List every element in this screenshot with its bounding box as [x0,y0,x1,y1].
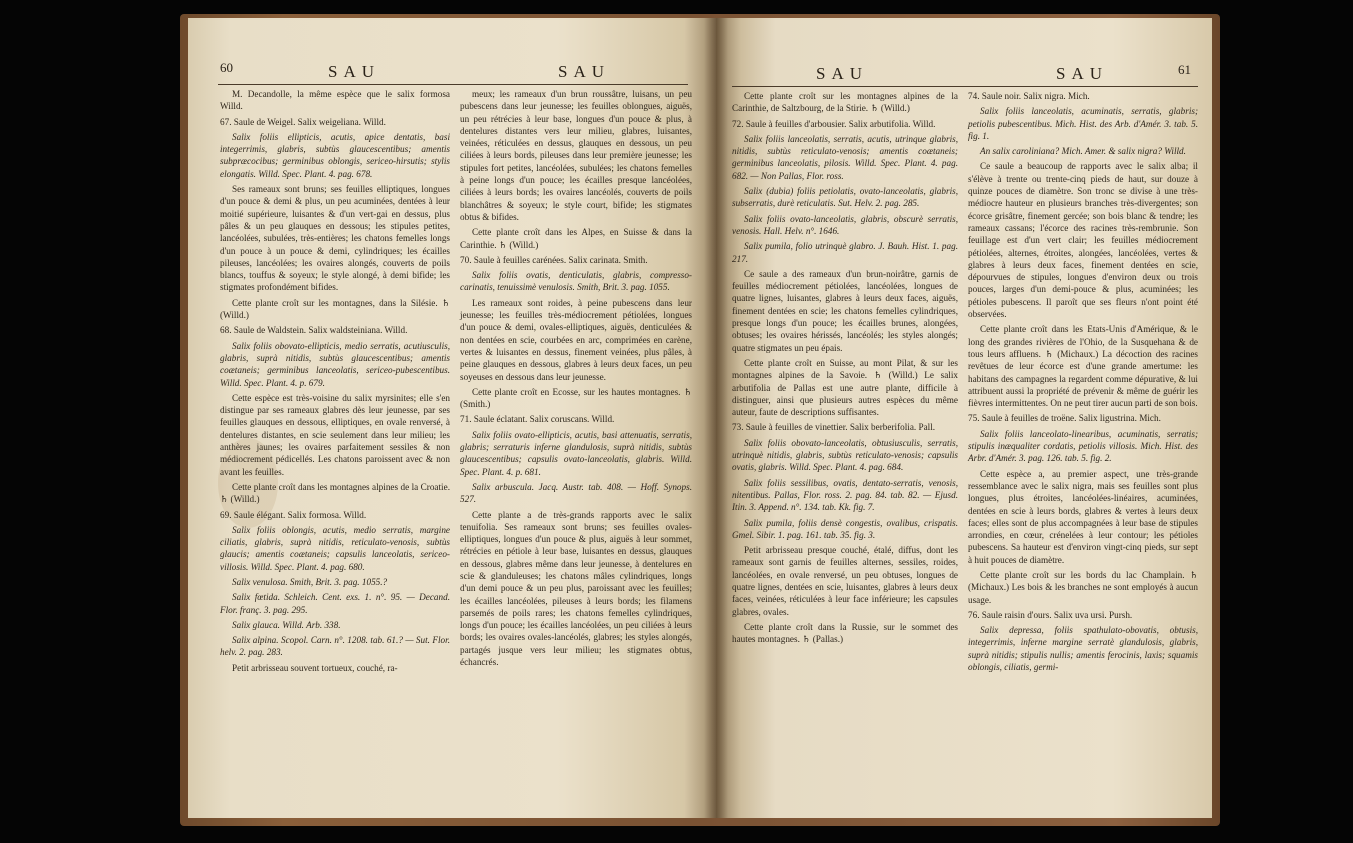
paragraph: Salix foliis obovato-ellipticis, medio serratis, acutiusculis, glabris, suprà nitidis, subtùs glaucescentibus; amentis coætaneis; germinibus lanceolatis, sericeo-pubescentibus. Willd. Spec. Plant. 4. p. 679. [220,340,450,388]
paragraph: Salix pumila, folio utrinquè glabro. J. Bauh. Hist. 1. pag. 217. [732,241,958,264]
paragraph: Petit arbrisseau souvent tortueux, couché, ra- [232,662,398,673]
right-page-number: 61 [1178,62,1191,77]
paragraph: meux; les rameaux d'un brun roussâtre, luisans, un peu pubescens dans leur jeunesse; les feuilles oblongues, aiguës, un peu rétrécies à leur base, longues d'un pouce & plus, à dentelures distantes vers leur milieu, glabres, luisantes, veinées, réticulées en dessus, glauques en dessous, un peu ciliées à leurs bords, pileuses dans leur première jeunesse; les stipules fort petites, lancéolées, subulées; les chatons femelles à peine longs d'un pouce; les écailles presque lancéolées, ciliées à leurs bords; les ovaires lancéolés, couverts de poils blanchâtres & soyeux; le style court, bifide; les stigmates obtus & bifides. [460,89,692,222]
paragraph: Salix alpina. Scopol. Carn. n°. 1208. tab. 61.? — Sut. Flor. helv. 2. pag. 283. [220,635,450,658]
paragraph: Salix foliis obovato-lanceolatis, obtusiusculis, serratis, utrinquè nitidis, glabris, subtùs reticulato-venosis; capsulis ovatis, glabris. Willd. Spec. Plant. 4. pag. 684. [732,437,958,473]
paragraph: Salix pumila, foliis densè congestis, ovalibus, crispatis. Gmel. Sibir. 1. pag. 161. tab. 35. fig. 3. [732,517,958,540]
paragraph: Petit arbrisseau presque couché, étalé, diffus, dont les rameaux sont garnis de feuilles alternes, sessiles, roides, lancéolées, en ovale renversé, un peu obtuses, longues de quatre lignes, dentées en scie, luisantes, glabres à leurs deux faces, veinées, réticulées à leur face inférieure; les capsules glabres, ovales. [732,545,958,617]
paragraph: An salix caroliniana? Mich. Amer. & salix nigra? Willd. [980,146,1186,157]
paragraph: M. Decandolle, la même espèce que le salix formosa Willd. [220,89,450,112]
paragraph: Cette espèce est très-voisine du salix myrsinites; elle s'en distingue par ses rameaux glabres dès leur jeunesse, par ses feuilles glauques en dessous, elliptiques, en ovale renversé, à dentelures distantes, en scie seulement dans leur milieu; les anthères jaunes; les ovaires parfaitement sessiles & non médiocrement pédicellés. Les chatons paroissent avec & non avant les feuilles. [220,392,450,477]
paragraph: 71. Saule éclatant. Salix coruscans. Willd. [460,414,615,425]
book-gutter [704,18,728,818]
paragraph: Salix foliis ovatis, denticulatis, glabris, compresso-carinatis, tenuissimè venulosis. Smith, Brit. 3. pag. 1055. [460,270,692,293]
left-column-1 [220,88,450,677]
paragraph: 68. Saule de Waldstein. Salix waldsteiniana. Willd. [220,325,408,336]
paragraph: Salix foliis ovato-ellipticis, acutis, basi attenuatis, serratis, glabris; serraturis inferne glandulosis, suprà nitidis, subtùs glaucescentibus; capsulis ovato-lanceolatis, glabris. Willd. Spec. Plant. 4. p. 681. [460,429,692,477]
paragraph: Salix foliis sessilibus, ovatis, dentato-serratis, venosis, nitentibus. Pallas, Flor. ross. 2. pag. 84. tab. 82. — Ejusd. Itin. 3. Append. n°. 134. tab. Kk. fig. 7. [732,477,958,513]
left-running-head: SAU [328,62,381,81]
left-page [188,18,716,818]
left-running-head-2: SAU [558,62,611,81]
right-column-1 [732,90,958,648]
paragraph: Cette plante croît sur les montagnes alpines de la Carinthie, de Saltzbourg, de la Stirie. ♄ (Willd.) [732,91,958,114]
paragraph: Cette plante croît dans les montagnes alpines de la Croatie. ♄ (Willd.) [220,481,450,505]
paragraph: 70. Saule à feuilles carénées. Salix carinata. Smith. [460,254,648,265]
paragraph: Salix foliis oblongis, acutis, medio serratis, margine ciliatis, glabris, suprà nitidis, reticulato-venosis, subtùs glaucis; amentis coætaneis; capsulis lanceolatis, sericeo-villosis. Willd. Spec. Plant. 4. pag. 680. [220,524,450,572]
paragraph: Salix foliis lanceolato-linearibus, acuminatis, serratis; stipulis inæqualiter cordatis, petiolis villosis. Mich. Hist. des Arbr. d'Amér. 3. pag. 126. tab. 5. fig. 2. [968,428,1198,464]
paragraph: Cette plante croît dans les Etats-Unis d'Amérique, & le long des grandes rivières de l'Ohio, de la Susquehana & de tous leurs affluens. ♄ (Michaux.) La décoction des racines revêtues de leur écorce est d'une grande amertume: les habitans des campagnes la regardent comme dépurative, & lui attribuent aussi la propriété de prévenir & même de guérir les fièvres intermittentes. On ne peut tirer aucun parti de son bois. [968,324,1198,409]
header-rule [732,86,1198,87]
paragraph: Cette plante a de très-grands rapports avec le salix tenuifolia. Ses rameaux sont bruns; ses feuilles ovales-elliptiques, longues d'un pouce & plus, aiguës à leur sommet, rétrécies en pétiole à leur base, luisantes en dessus, glauques en dessous, glabres même dans leur jeunesse, à dentelures en scie & glanduleuses; les chatons mâles cylindriques, longs d'un demi pouce & un peu plus, paroissant avec les feuilles; les écailles lancéolées, pileuses à leurs bords; les filamens parsemés de poils rares; les chatons femelles cylindriques, longs d'un pouce; les écailles lancéolées, un peu ciliées à leurs bords; les ovaires ovales-lancéolés, glabres; les styles alongés, partagés jusque vers leur milieu; les stigmates obtus, échancrés. [460,509,692,668]
left-column-2 [460,88,692,671]
paragraph: Salix arbuscula. Jacq. Austr. tab. 408. — Hoff. Synops. 527. [460,481,692,505]
paragraph: Cette plante croît dans la Russie, sur le sommet des hautes montagnes. ♄ (Pallas.) [732,621,958,645]
paragraph: Ses rameaux sont bruns; ses feuilles elliptiques, longues d'un pouce & demi & plus, un peu acuminées, dentées à leur moitié supérieure, luisantes & d'un vert-gai en dessus, plus pâles & un peu glauques en dessous; les stipules petites, lancéolées, subulées, très-entières; les chatons femelles longs d'un pouce à un pouce & demi, cylindriques; les écailles pileuses, lancéolées; les ovaires alongés, couverts de poils blancs, touffus & soyeux; le style alongé, à demi bifide; les stigmates profondément bifides. [220,184,450,293]
paragraph: 72. Saule à feuilles d'arbousier. Salix arbutifolia. Willd. [732,118,936,129]
paragraph: Salix foliis lanceolatis, acuminatis, serratis, glabris; petiolis pubescentibus. Mich. Hist. des Arb. d'Amér. 3. tab. 5. fig. 1. [968,106,1198,141]
paragraph: Ce saule a des rameaux d'un brun-noirâtre, garnis de feuilles médiocrement pétiolées, lancéolées, longues de quatre lignes, luisantes, glabres à leurs deux faces, aiguës, finement dentées en scie; les chatons femelles cylindriques, presque longs d'un pouce; les écailles brunes, alongées, obtuses; les ovaires hérissés, lancéolés; les styles alongés; quatre stigmates un peu épais. [732,268,958,353]
paragraph: Salix foliis lanceolatis, serratis, acutis, utrinque glabris, nitidis, subtùs reticulato-venosis; amentis coætaneis; germinibus lanceolatis, pilosis. Willd. Spec. Plant. 4. pag. 682. — Non Pallas, Flor. ross. [732,133,958,181]
paragraph: 73. Saule à feuilles de vinettier. Salix berberifolia. Pall. [732,422,936,433]
paragraph: 69. Saule élégant. Salix formosa. Willd. [220,509,367,520]
paragraph: 67. Saule de Weigel. Salix weigeliana. Willd. [220,116,386,127]
paragraph: Salix (dubia) foliis petiolatis, ovato-lanceolatis, glabris, subserratis, durè reticulatis. Sut. Helv. 2. pag. 285. [732,186,958,209]
right-running-head: SAU [816,64,869,83]
right-column-2 [968,90,1198,676]
paragraph: Salix depressa, foliis spathulato-obovatis, obtusis, integerrimis, inferne margine serratè glandulosis, glabris, suprà nitidis; stipulis nullis; amentis ferocinis, laxis; squamis oblongis, ciliatis, germi- [968,625,1198,673]
left-page-number: 60 [220,60,233,75]
paragraph: Salix glauca. Willd. Arb. 338. [232,619,341,630]
right-page [716,18,1212,818]
header-rule [218,84,688,85]
paragraph: Salix foliis ellipticis, acutis, apice dentatis, basi integerrimis, glabris, subtùs glaucescentibus; amentis subpræcocibus; germinibus oblongis, sericeo-hirsutis; stylis elongatis. Willd. Spec. Plant. 4. pag. 678. [220,131,450,179]
paragraph: Salix foliis ovato-lanceolatis, glabris, obscurè serratis, venosis. Hall. Helv. n°. 1646. [732,213,958,236]
paragraph: Salix venulosa. Smith, Brit. 3. pag. 1055.? [232,576,388,587]
paragraph: Cette plante croît sur les montagnes, dans la Silésie. ♄ (Willd.) [220,297,450,321]
paragraph: Les rameaux sont roides, à peine pubescens dans leur jeunesse; les feuilles très-médiocrement pétiolées, longues d'un pouce & demi, ovales-elliptiques, aiguës, denticulées & non dentées en scie, courbées en arc, comprimées en carène, vertes & luisantes en dessus, finement veinées, plus pâles, à peine glauques en dessous, glabres à leurs deux faces, un peu soyeuses en dessous dans leur jeunesse. [460,297,692,382]
paragraph: 74. Saule noir. Salix nigra. Mich. [968,91,1090,101]
paragraph: 75. Saule à feuilles de troëne. Salix ligustrina. Mich. [968,413,1161,424]
paragraph: Salix fœtida. Schleich. Cent. exs. 1. n°. 95. — Decand. Flor. franç. 3. pag. 295. [220,592,450,615]
paragraph: Cette plante croît en Suisse, au mont Pilat, & sur les montagnes alpines de la Savoie. ♄ (Willd.) Le salix arbutifolia de Pallas est une autre plante, difficile à distinguer, ainsi que plusieurs autres espèces du même auteur, faute de descriptions suffisantes. [732,357,958,418]
paragraph: Cette plante croît en Ecosse, sur les hautes montagnes. ♄ (Smith.) [460,386,692,410]
right-running-head-2: SAU [1056,64,1109,83]
paragraph: Ce saule a beaucoup de rapports avec le salix alba; il s'élève à trente ou trente-cinq pieds de haut, sur douze à quinze pouces de diamètre. Son tronc se divise à une très-médiocre hauteur en plusieurs branches très-divergentes; son écorce grisâtre, finement gercée; son bois blanc & tendre; les rameaux cassans; l'écorce des racines très-rembrunie. Son feuillage est d'un vert clair; les feuilles médiocrement pétiolées, alternes, étroites, alongées, lancéolées, vertes & glabres à leurs deux faces, finement dentées en scie, dépourvues de stipules, longues d'environ deux ou trois pouces, larges d'un demi-pouce & plus, acuminées; les pétioles pubescens. Il paroît que ses fleurs n'ont point été observées. [968,161,1198,320]
paragraph: Cette plante croît dans les Alpes, en Suisse & dans la Carinthie. ♄ (Willd.) [460,227,692,250]
paragraph: 76. Saule raisin d'ours. Salix uva ursi. Pursh. [968,609,1133,620]
paragraph: Cette espèce a, au premier aspect, une très-grande ressemblance avec le salix nigra, mais ses feuilles sont plus longues, plus étroites, lancéolées-linéaires, acuminées, dentées en scie à leurs bords, glabres & vertes à leurs deux faces; elles sont de plus accompagnées à leur base de stipules arrondies, en cœur, crénelées à leur contour; les pétioles pubescens. Sa hauteur est d'environ vingt-cinq pieds, sur sept à huit pouces de diamètre. [968,468,1198,565]
paragraph: Cette plante croît sur les bords du lac Champlain. ♄ (Michaux.) Les bois & les branches ne sont employés à aucun usage. [968,569,1198,605]
